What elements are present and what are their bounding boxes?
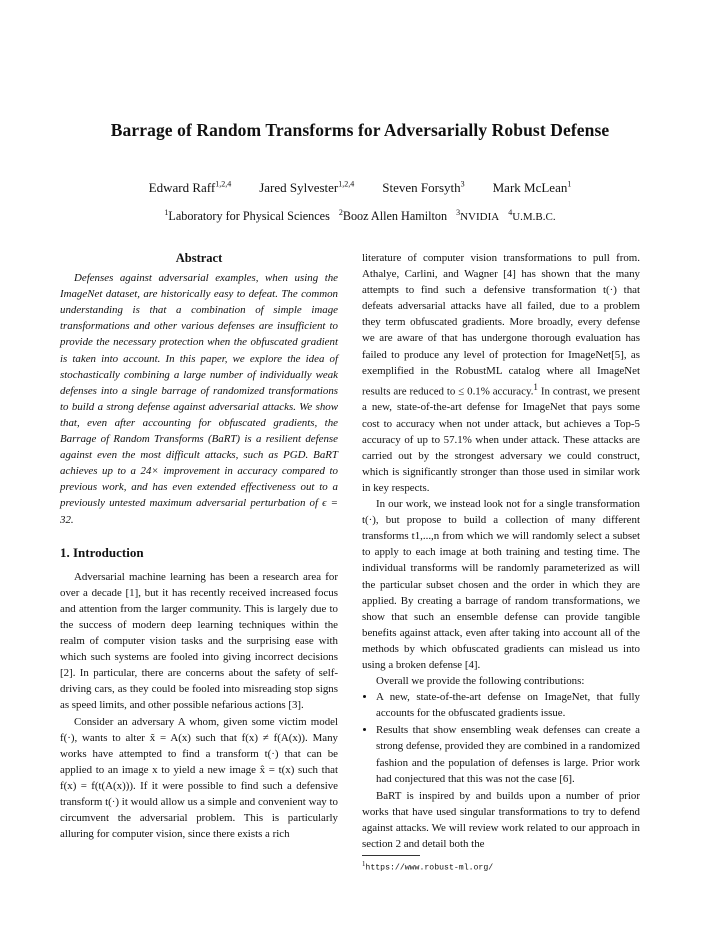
contributions-lead: Overall we provide the following contributions: (376, 675, 585, 688)
abstract-heading: Abstract (175, 251, 223, 265)
footnote-url: https://www.robust-ml.org/ (365, 863, 494, 873)
affiliation (339, 209, 447, 224)
author (259, 180, 354, 196)
author-affiliation-marks: 1,2,4 (338, 179, 355, 189)
footnote (362, 860, 640, 874)
author-list (0, 180, 720, 196)
affiliation-number: 2 (338, 207, 343, 217)
footnote-marker: 1 (533, 381, 538, 392)
left-column (60, 250, 338, 842)
affiliation-number: 3 (456, 207, 461, 217)
footnote-rule (362, 855, 420, 856)
author-name: Edward Raff (148, 180, 216, 195)
intro-paragraph (362, 250, 640, 496)
author-affiliation-marks: 1,2,4 (215, 179, 232, 189)
author (149, 180, 232, 196)
contributions-list (362, 689, 640, 787)
intro-paragraph: Consider an adversary A whom, given some victim model f(·), wants to alter x̃ = A(x) such that f(x) ≠ f(A(x)). Many works have attempted to find a transform t(·) that can be applied to an image x to yield a new image x̂ = t(x) such that f(x) = f(t(A(x))). If it were possible to find such a defensive transform t(·) it would allow us a simple and convenient way to circumvent the adversarial problem. This is particularly alluring for computer vision, since there exists a rich (60, 715, 338, 841)
author-name: Jared Sylvester (259, 180, 339, 195)
right-column (362, 250, 640, 874)
section-heading-introduction: 1. Introduction (60, 544, 144, 560)
affiliation-name: Laboratory for Physical Sciences (168, 209, 330, 223)
affiliation (456, 209, 499, 224)
footnote-number: 1 (362, 861, 366, 869)
abstract-text: Defenses against adversarial examples, when using the ImageNet dataset, are historically easy to defeat. The common understanding is that a combination of simple image transformations and other various defenses are insufficient to provide the necessary protection when the obfuscated gradient is taken into account. In this paper, we explore the idea of stochastically combining a large number of individually weak defenses into a single barrage of randomized transformations to build a strong defense against adversarial attacks. We show that, even after accounting for obfuscated gradients, the Barrage of Random Transforms (BaRT) is a resilient defense against even the most difficult attacks, such as PGD. BaRT achieves up to a 24× improvement in accuracy compared to previous work, and has even extended effectiveness out to a previously untested maximum adversarial perturbation of ϵ = 32. (60, 272, 338, 526)
contribution-item: • Results that show ensembling weak defenses can create a strong defense, provided they are combined in a randomized fashion and the population of defenses is large. Prior work had conjectured that this was not the case [6]. (376, 722, 640, 786)
intro-paragraph: Adversarial machine learning has been a research area for over a decade [1], but it has recently received increased focus and attention from the larger community. This is largely due to the success of modern deep learning techniques within the realm of computer vision tasks and the surprising ease with which such systems are fooled into giving incorrect decisions [2]. In particular, there are concerns about the safety of self-driving cars, as they could be fooled into misreading stop signs as speed limits, and other possible nefarious actions [3]. (60, 570, 338, 712)
affiliation (508, 209, 555, 224)
affiliation-name: Booz Allen Hamilton (342, 209, 448, 223)
paper-title: Barrage of Random Transforms for Adversarially Robust Defense (110, 120, 610, 140)
intro-paragraph: BaRT is inspired by and builds upon a number of prior works that have used singular transformations to try to defend against attacks. We will review work related to our approach in section 2 and detail both the (362, 789, 640, 850)
author-name: Steven Forsyth (382, 180, 461, 195)
affiliation-list (0, 209, 720, 224)
affiliation-number: 1 (164, 207, 169, 217)
intro-paragraph: In our work, we instead look not for a single transformation t(·), but propose to build a collection of many different transforms t1,...,n from which we will randomly select a subset to apply to each image at both training and testing time. The individual transforms will be randomly parameterized as will the particular subset chosen and the order in which they are applied. By creating a barrage of random transformations, we show that such an ensemble defense can provide tangible benefits against attack, even after taking into account all of the methods by which obfuscated gradients can mislead us into using a broken defense [4]. (362, 498, 640, 671)
intro-paragraph-text-tail: In contrast, we present a new, state-of-the-art defense for ImageNet that pays some cost to accuracy when not under attack, but achieves a Top-5 accuracy of up to 57.1% when under attack. These attacks are carried out by the strongest adversary we could construct, which is significantly stronger than those used in similar work in key respects. (362, 385, 640, 494)
affiliation-name: NVIDIA (460, 211, 500, 223)
affiliation-name: U.M.B.C. (512, 211, 556, 223)
contribution-item: • A new, state-of-the-art defense on ImageNet, that fully accounts for the obfuscated gradients issue. (376, 689, 640, 721)
affiliation (164, 209, 329, 224)
author-affiliation-marks: 1 (567, 179, 572, 189)
author (382, 180, 464, 196)
author-name: Mark McLean (492, 180, 568, 195)
affiliation-number: 4 (508, 207, 513, 217)
author-affiliation-marks: 3 (460, 179, 465, 189)
author (493, 180, 572, 196)
intro-paragraph-text: literature of computer vision transformations to pull from. Athalye, Carlini, and Wagner [4] has shown that the many attempts to find such a defensive transformation t(·) that defeats adversarial attacks have all failed, due to a problem they term obfuscated gradients. More broadly, every defense we are aware of that has undergone thorough evaluation has failed to produce any level of protection for ImageNet[5], as exemplified in the RobustML catalog where all ImageNet results are reduced to ≤ 0.1% accuracy. (362, 252, 640, 398)
